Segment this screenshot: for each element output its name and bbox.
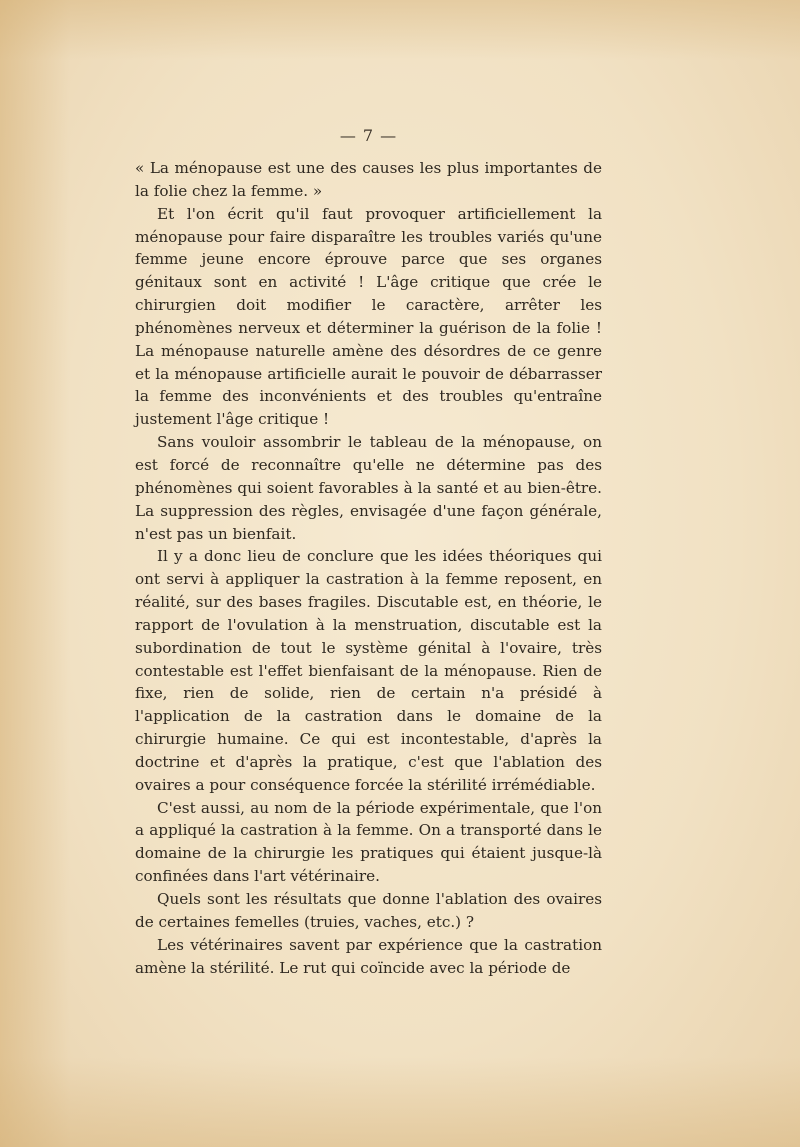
paragraph: Quels sont les résultats que donne l'ablation des ovaires de certaines femelles (truies, vaches, etc.) ? xyxy=(135,890,602,931)
body-text xyxy=(135,157,602,979)
paragraph: Il y a donc lieu de conclure que les idées théoriques qui ont servi à appliquer la castration à la femme reposent, en réalité, sur des bases fragiles. Discutable est, en théorie, le rapport de l'ovulation à la menstruation, discutable est la subordination de tout le système génital à l'ovaire, très contestable est l'effet bienfaisant de la ménopause. Rien de fixe, rien de solide, rien de certain n'a présidé à l'application de la castration dans le domaine de la chirurgie humaine. Ce qui est incontestable, d'après la doctrine et d'après la pratique, c'est que l'ablation des ovaires a pour conséquence forcée la stérilité irrémédiable. xyxy=(135,547,602,794)
paper-top-shading xyxy=(0,0,800,60)
paragraph: C'est aussi, au nom de la période expérimentale, que l'on a appliqué la castration à la femme. On a transporté dans le domaine de la chirurgie les pratiques qui étaient jusque-là confinées dans l'art vétérinaire. xyxy=(135,798,602,886)
paragraph-quote: « La ménopause est une des causes les plus importantes de la folie chez la femme. » xyxy=(135,159,602,200)
page-number: — 7 — xyxy=(339,126,398,145)
paper-bottom-shading xyxy=(0,1057,800,1147)
paragraph: Sans vouloir assombrir le tableau de la ménopause, on est forcé de reconnaître qu'elle ne détermine pas des phénomènes qui soient favorables à la santé et au bien-être. La suppression des règles, envisagée d'une façon générale, n'est pas un bienfait. xyxy=(135,433,602,543)
paragraph: Les vétérinaires savent par expérience que la castration amène la stérilité. Le rut qui coïncide avec la période de xyxy=(135,935,602,977)
paragraph: Et l'on écrit qu'il faut provoquer artificiellement la ménopause pour faire disparaître les troubles variés qu'une femme jeune encore éprouve parce que ses organes génitaux sont en activité ! L'âge critique que crée le chirurgien doit modifier le caractère, arrêter les phénomènes nerveux et déterminer la guérison de la folie ! La ménopause naturelle amène des désordres de ce genre et la ménopause artificielle aurait le pouvoir de débarrasser la femme des inconvénients et des troubles qu'entraîne justement l'âge critique ! xyxy=(135,204,602,429)
paper-edge-shading xyxy=(0,0,70,1147)
